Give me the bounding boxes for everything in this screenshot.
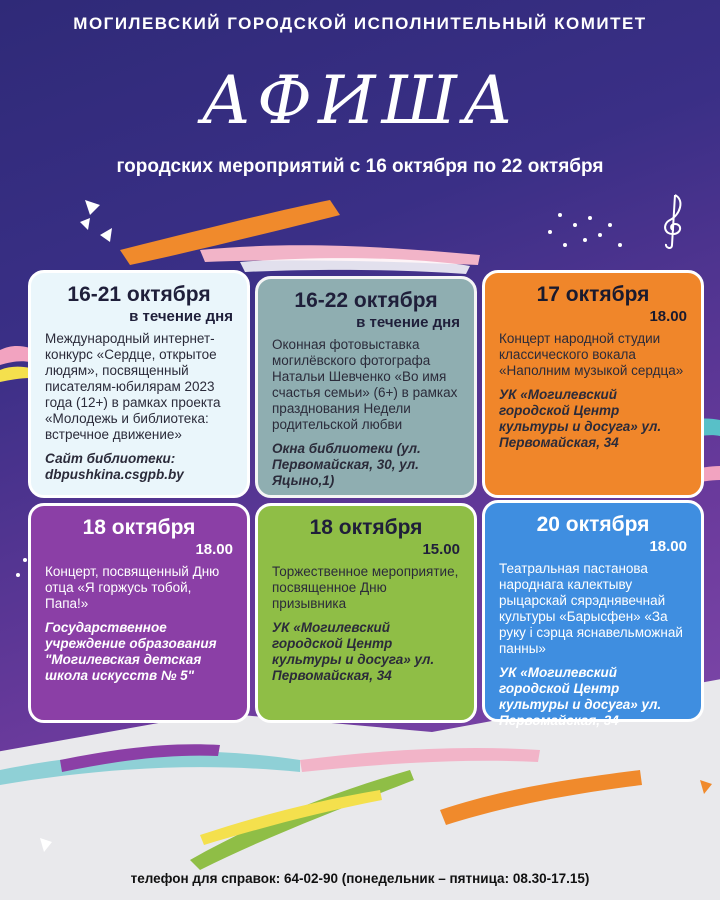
- triangle-decoration: [700, 780, 712, 794]
- event-venue: УК «Могилевский городской Центр культуры и досуга» ул. Первомайская, 34: [499, 387, 662, 450]
- event-time: 15.00: [422, 540, 460, 558]
- event-time: в течение дня: [356, 313, 460, 331]
- committee-title: МОГИЛЕВСКИЙ ГОРОДСКОЙ ИСПОЛНИТЕЛЬНЫЙ КОМИТЕТ: [73, 14, 647, 33]
- triangle-decoration: [40, 838, 52, 852]
- event-time: 18.00: [649, 537, 687, 555]
- event-card: [28, 503, 250, 723]
- pink-side-stroke: [0, 346, 30, 365]
- yellow-side-stroke: [0, 367, 30, 382]
- event-card: [482, 500, 704, 728]
- event-date: 18 октября: [309, 516, 423, 539]
- event-card: [255, 276, 477, 498]
- event-date: 20 октября: [536, 513, 650, 536]
- pink-bottom-stroke: [300, 748, 540, 772]
- event-venue: Государственное учреждение образования "Могилевская детская школа искусств № 5": [45, 620, 217, 683]
- event-date: 16-22 октября: [294, 289, 438, 312]
- triangle-decoration: [100, 228, 112, 242]
- triangle-decoration: [80, 218, 90, 230]
- event-time: в течение дня: [129, 307, 233, 325]
- event-card: [482, 270, 704, 498]
- event-date: 18 октября: [82, 516, 196, 539]
- event-description: Концерт, посвященный Дню отца «Я горжусь тобой, Папа!»: [45, 564, 220, 612]
- event-venue: Сайт библиотеки: dbpushkina.csgpb.by: [45, 450, 184, 482]
- event-date: 16-21 октября: [67, 283, 211, 306]
- event-description: Оконная фотовыставка могилёвского фотографа Натальи Шевченко «Во имя счастья семьи» (6+) в рамках празднования Недели родительской любви: [272, 337, 458, 433]
- event-description: Театральная пастанова народнага калектыву рыцарскай сярэднявечнай культуры «Барысфен» «За руку і сэрца яснавельможнай панны»: [499, 561, 683, 657]
- treble-clef-icon: [650, 190, 700, 250]
- yellow-bottom-stroke: [200, 790, 382, 845]
- event-venue: УК «Могилевский городской Центр культуры и досуга» ул. Первомайская, 34: [499, 664, 662, 728]
- triangle-decoration: [85, 200, 100, 215]
- event-description: Концерт народной студии классического вокала «Наполним музыкой сердца»: [499, 331, 684, 379]
- contact-phone: телефон для справок: 64-02-90 (понедельник – пятница: 08.30-17.15): [130, 871, 590, 886]
- event-time: 18.00: [649, 307, 687, 325]
- event-description: Торжественное мероприятие, посвященное Дню призывника: [272, 564, 459, 612]
- event-card: [255, 503, 477, 723]
- poster-subtitle: городских мероприятий с 16 октября по 22 октября: [116, 156, 604, 177]
- poster-title: АФИША: [201, 62, 519, 139]
- event-description: Международный интернет-конкурс «Сердце, открытое людям», посвященный писателям-юбилярам 2023 года (12+) в рамках проекта «Молодежь и библиотека: встречное движение»: [45, 331, 221, 442]
- orange-bottom-stroke: [440, 770, 642, 825]
- event-venue: УК «Могилевский городской Центр культуры и досуга» ул. Первомайская, 34: [272, 620, 435, 683]
- event-venue: Окна библиотеки (ул. Первомайская, 30, ул. Яцыно,1): [272, 440, 421, 488]
- event-time: 18.00: [195, 540, 233, 558]
- green-bottom-stroke: [190, 770, 414, 870]
- event-card: [28, 270, 250, 498]
- event-date: 17 октября: [536, 283, 650, 306]
